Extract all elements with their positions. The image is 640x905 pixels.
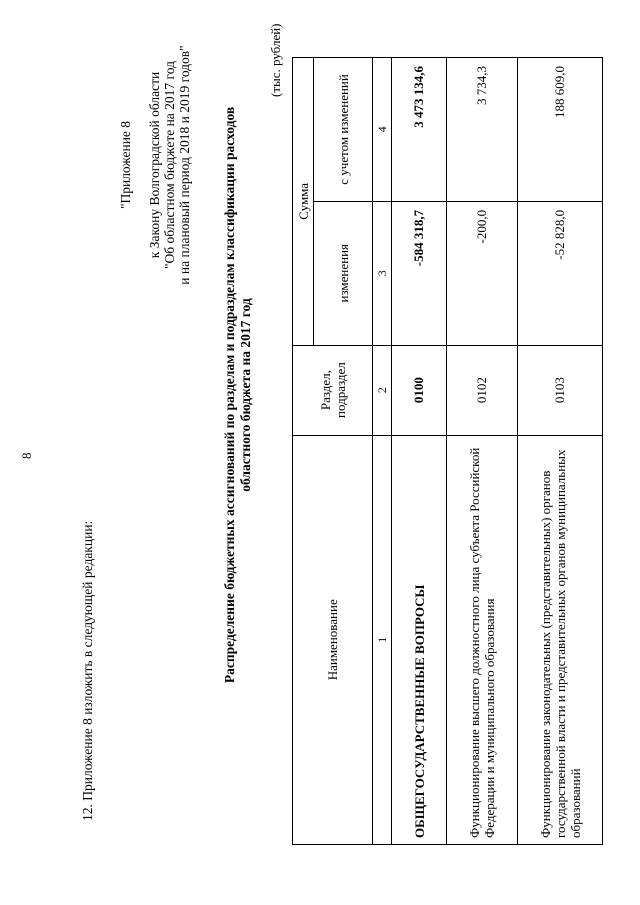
appendix-line-1: "Приложение 8	[118, 120, 133, 210]
row-total: 3 734,3	[447, 58, 518, 202]
row-change: -584 318,7	[392, 201, 447, 345]
table-row	[447, 58, 518, 845]
row-code: 0100	[392, 345, 447, 435]
appendix-line-4: и на плановый период 2018 и 2019 годов"	[177, 45, 192, 285]
page-number: 8	[19, 452, 34, 459]
header-section: Раздел, подраздел	[293, 345, 373, 435]
intro-line: 12. Приложение 8 изложить в следующей редакции:	[80, 520, 95, 821]
document-title	[222, 45, 254, 745]
column-number: 1	[373, 435, 392, 844]
header-sum: Сумма	[293, 58, 314, 346]
header-with-changes: с учетом изменений	[314, 58, 373, 202]
row-name: Функционирование высшего должностного лица субъекта Российской Федерации и муниципального образования	[447, 435, 518, 844]
column-number-row	[373, 58, 392, 845]
header-name: Наименование	[293, 435, 373, 844]
table-row	[392, 58, 447, 845]
header-changes: изменения	[314, 201, 373, 345]
budget-table	[292, 57, 603, 845]
appendix-header	[118, 5, 192, 325]
appendix-line-3: "Об областном бюджете на 2017 год	[162, 61, 177, 269]
row-code: 0102	[447, 345, 518, 435]
row-name: Функционирование законодательных (представительных) органов государственной власти и представительных органов муниципальных образований	[518, 435, 603, 844]
unit-label: (тыс. рублей)	[268, 23, 283, 97]
table-row	[518, 58, 603, 845]
title-line-1: Распределение бюджетных ассигнований по разделам и подразделам классификации расходов	[222, 106, 237, 684]
row-total: 3 473 134,6	[392, 58, 447, 202]
row-change: -200,0	[447, 201, 518, 345]
appendix-line-2: к Закону Волгоградской области	[147, 71, 162, 259]
row-code: 0103	[518, 345, 603, 435]
row-name: ОБЩЕГОСУДАРСТВЕННЫЕ ВОПРОСЫ	[392, 435, 447, 844]
column-number: 2	[373, 345, 392, 435]
column-number: 3	[373, 201, 392, 345]
column-number: 4	[373, 58, 392, 202]
row-change: -52 828,0	[518, 201, 603, 345]
title-line-2: областного бюджета на 2017 год	[238, 298, 253, 492]
row-total: 188 609,0	[518, 58, 603, 202]
